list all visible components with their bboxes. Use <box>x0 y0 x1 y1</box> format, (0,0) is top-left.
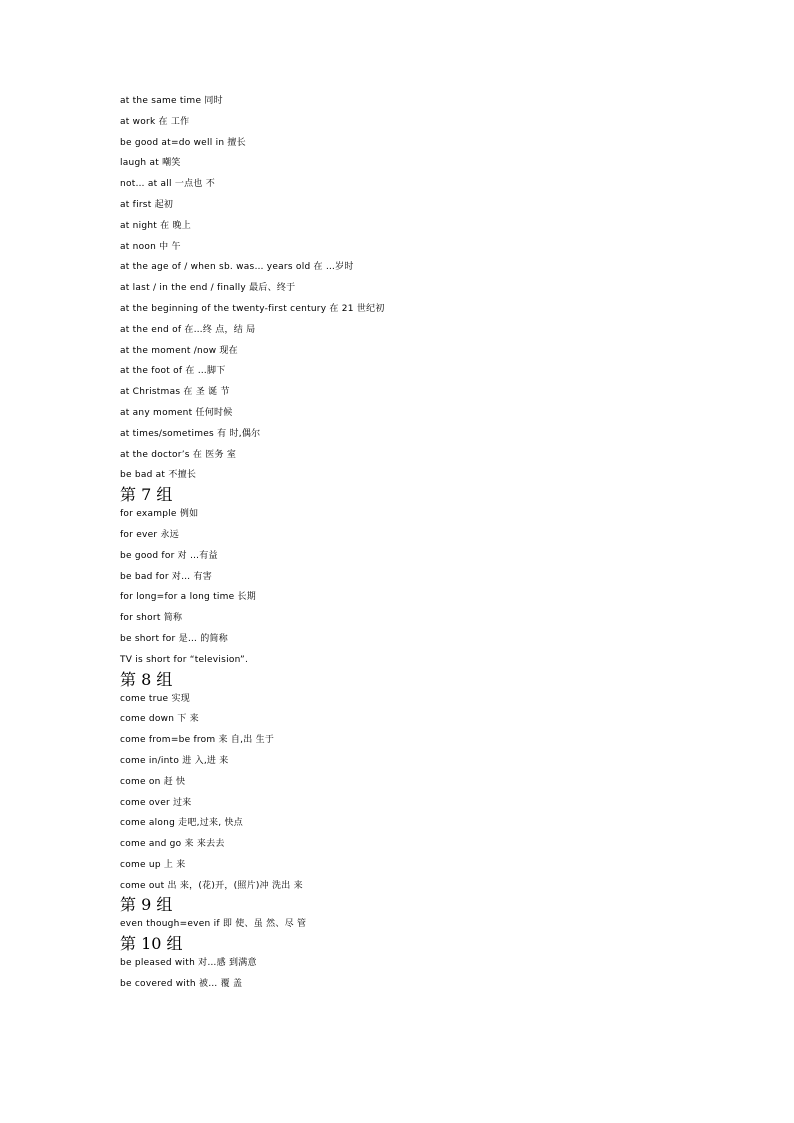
phrase-entry: come and go 来 来去去 <box>120 839 225 850</box>
phrase-entry: at last / in the end / finally 最后、终于 <box>120 283 296 294</box>
phrase-entry: not… at all 一点也 不 <box>120 179 215 190</box>
phrase-entry: for example 例如 <box>120 509 199 520</box>
phrase-entry: come true 实现 <box>120 693 190 704</box>
phrase-entry: at first 起初 <box>120 199 174 210</box>
phrase-entry: at night 在 晚上 <box>120 220 192 231</box>
phrase-entry: at noon 中 午 <box>120 241 181 252</box>
phrase-entry: be bad for 对… 有害 <box>120 571 213 582</box>
phrase-entry: at the end of 在…终 点，结 局 <box>120 324 256 335</box>
phrase-entry: come down 下 来 <box>120 714 199 725</box>
phrase-entry: for long=for a long time 长期 <box>120 592 257 603</box>
phrase-entry: come on 赶 快 <box>120 776 186 787</box>
phrase-section <box>120 95 740 481</box>
phrase-entry: be covered with 被… 覆 盖 <box>120 979 243 990</box>
phrase-entry: TV is short for “television”. <box>120 654 249 665</box>
document-page <box>120 95 740 999</box>
phrase-section-group-10 <box>120 935 740 990</box>
phrase-entry: laugh at 嘲笑 <box>120 158 181 169</box>
phrase-entry: at the beginning of the twenty-first century 在 21 世纪初 <box>120 303 385 314</box>
phrase-entry: even though=even if 即 使、虽 然、尽 管 <box>120 919 307 930</box>
phrase-entry: for ever 永远 <box>120 529 179 540</box>
group-heading: 第 9 组 <box>120 895 173 915</box>
phrase-entry: for short 简称 <box>120 613 183 624</box>
group-heading: 第 10 组 <box>120 934 183 954</box>
phrase-entry: come in/into 进 入,进 来 <box>120 755 229 766</box>
phrase-entry: at Christmas 在 圣 诞 节 <box>120 387 230 398</box>
phrase-entry: come out 出 来，(花)开，(照片)冲 洗出 来 <box>120 880 303 891</box>
phrase-entry: at any moment 任何时候 <box>120 407 233 418</box>
phrase-section-group-8 <box>120 671 740 892</box>
phrase-section-group-9 <box>120 896 740 930</box>
phrase-entry: come up 上 来 <box>120 859 186 870</box>
phrase-entry: at times/sometimes 有 时,偶尔 <box>120 428 261 439</box>
phrase-entry: at the doctor’s 在 医务 室 <box>120 449 237 460</box>
phrase-entry: at the moment /now 现在 <box>120 345 238 356</box>
phrase-entry: be good for 对 …有益 <box>120 550 218 561</box>
group-heading: 第 7 组 <box>120 485 173 505</box>
phrase-entry: at the foot of 在 …脚下 <box>120 366 226 377</box>
phrase-entry: come along 走吧,过来, 快点 <box>120 818 244 829</box>
phrase-section-group-7 <box>120 486 740 666</box>
phrase-entry: come over 过来 <box>120 797 192 808</box>
phrase-entry: be good at=do well in 擅长 <box>120 137 246 148</box>
phrase-entry: be short for 是… 的简称 <box>120 633 228 644</box>
group-heading: 第 8 组 <box>120 669 173 689</box>
phrase-entry: at the same time 同时 <box>120 96 223 106</box>
phrase-entry: come from=be from 来 自,出 生于 <box>120 735 275 746</box>
phrase-entry: be pleased with 对…感 到满意 <box>120 958 257 969</box>
phrase-entry: at work 在 工作 <box>120 116 190 127</box>
phrase-entry: be bad at 不擅长 <box>120 470 197 481</box>
phrase-entry: at the age of / when sb. was… years old 在 …岁时 <box>120 262 354 273</box>
